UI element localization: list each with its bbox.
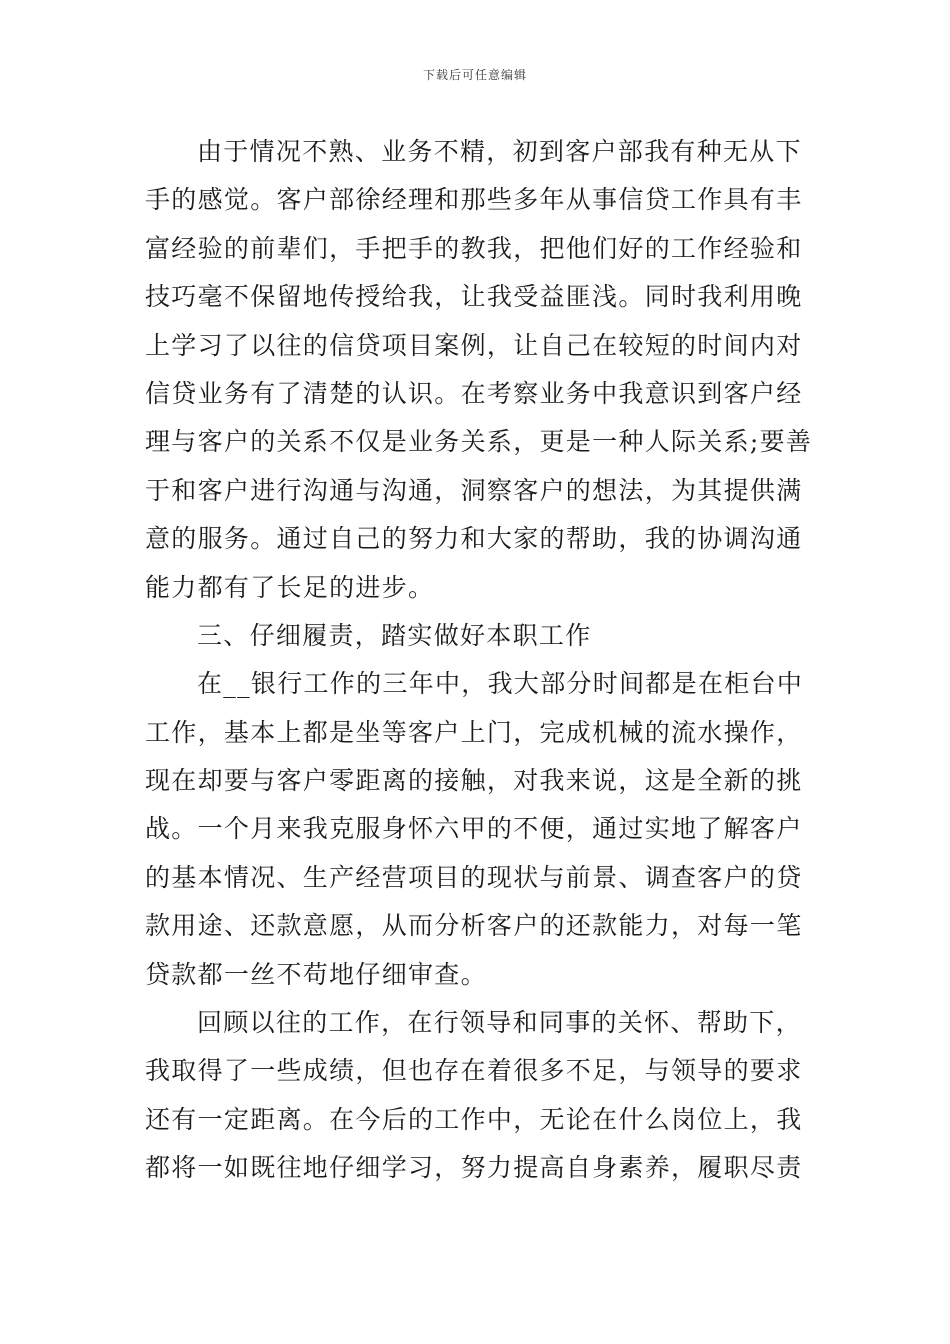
section-heading: 三、仔细履责，踏实做好本职工作 [197, 620, 592, 650]
text-line: 款用途、还款意愿，从而分析客户的还款能力，对每一笔 [145, 911, 803, 941]
text-line: 于和客户进行沟通与沟通，洞察客户的想法，为其提供满 [145, 475, 803, 505]
text-line: 在__银行工作的三年中，我大部分时间都是在柜台中 [197, 669, 804, 699]
text-line: 意的服务。通过自己的努力和大家的帮助，我的协调沟通 [145, 524, 803, 554]
text-line: 技巧毫不保留地传授给我，让我受益匪浅。同时我利用晚 [145, 282, 803, 312]
text-line: 的基本情况、生产经营项目的现状与前景、调查客户的贷 [145, 862, 803, 892]
text-line: 由于情况不熟、业务不精，初到客户部我有种无从下 [197, 137, 802, 166]
text-line: 能力都有了长足的进步。 [145, 572, 435, 602]
text-line: 理与客户的关系不仅是业务关系，更是一种人际关系;要善 [145, 427, 813, 457]
text-line: 都将一如既往地仔细学习，努力提高自身素养，履职尽责 [145, 1153, 803, 1183]
text-line: 现在却要与客户零距离的接触，对我来说，这是全新的挑 [145, 766, 803, 796]
text-line: 上学习了以往的信贷项目案例，让自己在较短的时间内对 [145, 330, 803, 360]
text-line: 工作，基本上都是坐等客户上门，完成机械的流水操作， [145, 717, 803, 747]
text-line: 手的感觉。客户部徐经理和那些多年从事信贷工作具有丰 [145, 185, 803, 215]
text-line: 战。一个月来我克服身怀六甲的不便，通过实地了解客户 [145, 814, 803, 844]
text-line: 回顾以往的工作，在行领导和同事的关怀、帮助下， [197, 1008, 802, 1038]
text-line: 贷款都一丝不苟地仔细审查。 [145, 959, 487, 989]
text-line: 信贷业务有了清楚的认识。在考察业务中我意识到客户经 [145, 378, 803, 408]
page-header: 下载后可任意编辑 [422, 68, 527, 82]
text-line: 还有一定距离。在今后的工作中，无论在什么岗位上，我 [145, 1104, 803, 1134]
text-line: 富经验的前辈们，手把手的教我，把他们好的工作经验和 [145, 233, 803, 263]
document-body [145, 128, 813, 1193]
text-line: 我取得了一些成绩，但也存在着很多不足，与领导的要求 [145, 1056, 803, 1086]
